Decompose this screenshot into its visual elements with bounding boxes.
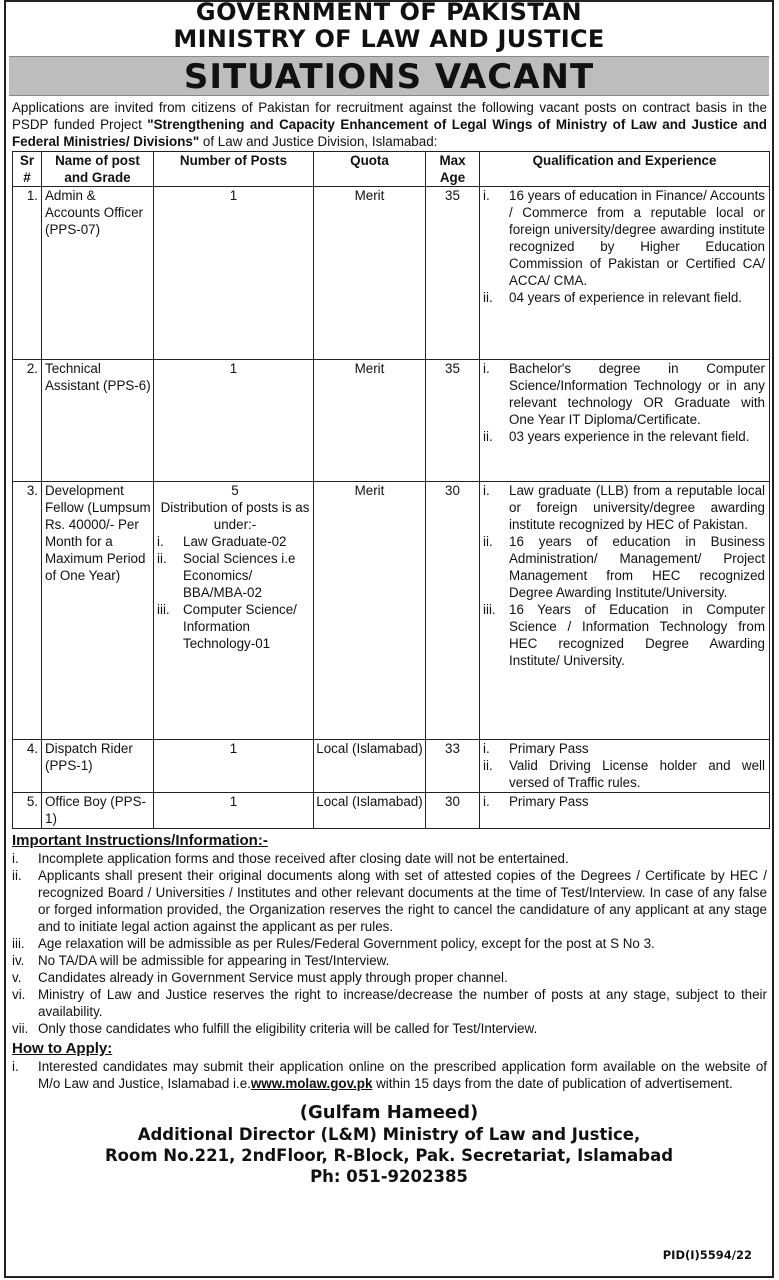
- qualification-item: ii. 03 years experience in the relevant field.: [483, 429, 750, 444]
- row-posts: [154, 482, 314, 740]
- signatory-designation: Additional Director (L&M) Ministry of Law and Justice,: [137, 1125, 641, 1144]
- how-to-apply-item: i. Interested candidates may submit their application online on the prescribed application form available on the website of M/o Law and Justice, Islamabad i.e.www.molaw.gov.pk within 15 days from the date of publication of advertisement.: [12, 1059, 767, 1091]
- table-row: [13, 482, 770, 740]
- row-quota: Merit: [314, 187, 426, 360]
- row-posts: 1: [154, 793, 314, 829]
- how-to-apply-text-end: within 15 days from the date of publication of advertisement.: [372, 1076, 733, 1091]
- project-name: "Strengthening and Capacity Enhancement of Legal Wings of Ministry of Law and Justice and Federal Ministries/ Divisions": [12, 117, 767, 149]
- instruction-item: iv. No TA/DA will be admissible for appearing in Test/Interview.: [12, 953, 390, 968]
- instructions-title: Important Instructions/Information:-: [12, 832, 268, 849]
- row-age: 30: [426, 793, 480, 829]
- instruction-item: v. Candidates already in Government Service must apply through proper channel.: [12, 970, 508, 985]
- advertisement-page: [4, 0, 774, 1278]
- header-posts: Number of Posts: [154, 152, 314, 187]
- row-sr: 3.: [13, 482, 42, 740]
- distribution-item: ii. Social Sciences i.e Economics/ BBA/MBA-02: [157, 551, 296, 600]
- row-quota: Merit: [314, 360, 426, 482]
- instruction-item: vii. Only those candidates who fulfill the eligibility criteria will be called for Test/Interview.: [12, 1021, 538, 1036]
- row-post-name: Office Boy (PPS-1): [42, 793, 154, 829]
- row-sr: 1.: [13, 187, 42, 360]
- row-sr: 5.: [13, 793, 42, 829]
- distribution-item: iii. Computer Science/ Information Technology-01: [157, 602, 297, 651]
- qualification-item: i. Primary Pass: [483, 794, 589, 809]
- intro-part1: Applications are invited from citizens of Pakistan for recruitment against the following vacant posts on contract basis in the PSDP funded Project: [12, 100, 767, 132]
- table-header-row: [13, 152, 770, 187]
- row-qualification: [480, 793, 770, 829]
- row-sr: 2.: [13, 360, 42, 482]
- instruction-item: ii. Applicants shall present their original documents along with set of attested copies of the Degrees / Certificate by HEC / recognized Board / Universities / Institutes and other relevant documents at the time of Test/Interview. In case of any false or forged information provided, the Organization reserves the right to cancel the candidature of any applicant at any stage and to initiate legal action against the applicant as per rules.: [12, 868, 767, 934]
- distribution-item: i. Law Graduate-02: [157, 534, 287, 549]
- website-link[interactable]: www.molaw.gov.pk: [250, 1076, 373, 1091]
- signatory-name: (Gulfam Hameed): [299, 1102, 479, 1123]
- row-quota: Merit: [314, 482, 426, 740]
- row-post-name: Development Fellow (Lumpsum Rs. 40000/- Per Month for a Maximum Period of One Year): [42, 482, 154, 740]
- header-name: Name of post and Grade: [42, 152, 154, 187]
- signature-block: [6, 1102, 772, 1187]
- instruction-item: iii. Age relaxation will be admissible as per Rules/Federal Government policy, except for the post at S No 3.: [12, 936, 655, 951]
- row-posts: 1: [154, 187, 314, 360]
- instruction-item: i. Incomplete application forms and those received after closing date will not be entertained.: [12, 851, 569, 866]
- row-qualification: [480, 482, 770, 740]
- qualification-item: i. Bachelor's degree in Computer Science/Information Technology or in any relevant technology OR Graduate with One Year IT Diploma/Certificate.: [483, 361, 765, 427]
- signatory-phone: Ph: 051-9202385: [310, 1167, 468, 1186]
- signatory-address: Room No.221, 2ndFloor, R-Block, Pak. Secretariat, Islamabad: [104, 1146, 674, 1165]
- vacancies-table: [12, 151, 770, 829]
- row-posts: 1: [154, 360, 314, 482]
- qualification-item: ii. Valid Driving License holder and well versed of Traffic rules.: [483, 758, 765, 790]
- row-qualification: [480, 740, 770, 793]
- how-to-apply-list: [6, 1058, 772, 1092]
- header-quota: Quota: [314, 152, 426, 187]
- qualification-item: i. 16 years of education in Finance/ Accounts / Commerce from a reputable local or foreign university/degree awarding institute recognized by Higher Education Commission of Pakistan or Certified CA/ ACCA/ CMA.: [483, 188, 765, 288]
- qualification-item: ii. 16 years of education in Business Administration/ Management/ Project Management from HEC recognized Degree Awarding Institute/University.: [483, 534, 765, 600]
- header-age: Max Age: [426, 152, 480, 187]
- how-to-apply-text: Interested candidates may submit their application online on the prescribed application form available on the website of M/o Law and Justice, Islamabad i.e.: [38, 1059, 767, 1091]
- situations-vacant-banner: SITUATIONS VACANT: [9, 56, 769, 96]
- row-age: 35: [426, 187, 480, 360]
- header-sr: Sr #: [13, 152, 42, 187]
- intro-part2: of Law and Justice Division, Islamabad:: [199, 134, 438, 149]
- row-post-name: Dispatch Rider (PPS-1): [42, 740, 154, 793]
- row-quota: Local (Islamabad): [314, 740, 426, 793]
- header-government: GOVERNMENT OF PAKISTAN: [195, 0, 583, 26]
- row-age: 33: [426, 740, 480, 793]
- row-post-name: Technical Assistant (PPS-6): [42, 360, 154, 482]
- row-age: 30: [426, 482, 480, 740]
- table-row: [13, 360, 770, 482]
- posts-count: 5: [231, 483, 239, 498]
- header-qual: Qualification and Experience: [480, 152, 770, 187]
- table-row: [13, 187, 770, 360]
- row-age: 35: [426, 360, 480, 482]
- row-posts: 1: [154, 740, 314, 793]
- how-to-apply-title: How to Apply:: [12, 1040, 113, 1057]
- table-row: [13, 740, 770, 793]
- qualification-item: iii. 16 Years of Education in Computer Science / Information Technology from HEC recognized Degree Awarding Institute/ University.: [483, 602, 765, 668]
- row-post-name: Admin & Accounts Officer (PPS-07): [42, 187, 154, 360]
- header: [6, 0, 772, 53]
- qualification-item: ii. 04 years of experience in relevant field.: [483, 290, 742, 305]
- distribution-note: Distribution of posts is as under:-: [160, 500, 310, 532]
- qualification-item: i. Primary Pass: [483, 741, 589, 756]
- table-row: [13, 793, 770, 829]
- pid-number: PID(I)5594/22: [662, 1248, 752, 1262]
- instruction-item: vi. Ministry of Law and Justice reserves the right to increase/decrease the number of posts at any stage, subject to their availability.: [12, 987, 767, 1019]
- row-sr: 4.: [13, 740, 42, 793]
- instructions-list: [6, 850, 772, 1037]
- row-quota: Local (Islamabad): [314, 793, 426, 829]
- row-qualification: [480, 360, 770, 482]
- row-qualification: [480, 187, 770, 360]
- header-ministry: MINISTRY OF LAW AND JUSTICE: [173, 25, 605, 53]
- intro-paragraph: [6, 96, 772, 150]
- qualification-item: i. Law graduate (LLB) from a reputable local or foreign university/degree awarding institute recognized by HEC of Pakistan.: [483, 483, 765, 532]
